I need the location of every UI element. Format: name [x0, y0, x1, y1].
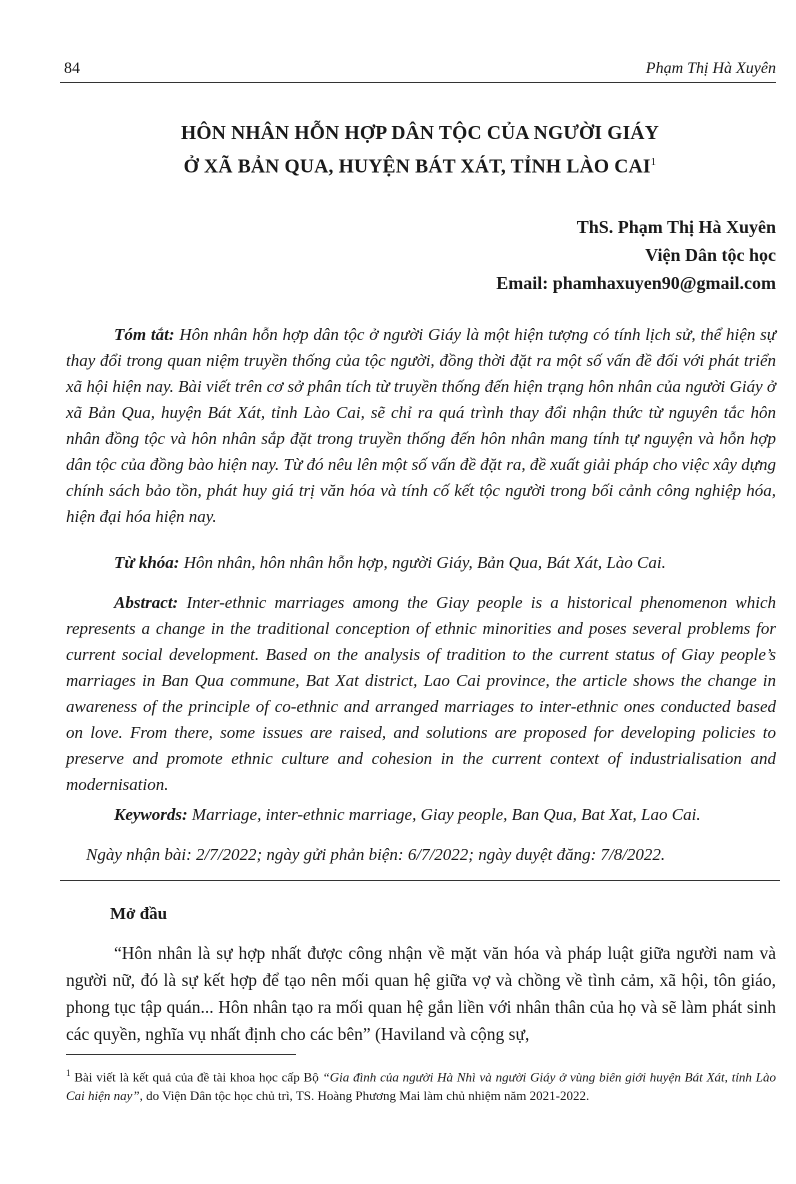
footnote-text-end: , do Viện Dân tộc học chủ trì, TS. Hoàng Phương Mai làm chủ nhiệm năm 2021-2022.	[139, 1088, 590, 1104]
footnote-text-start: Bài viết là kết quả của đề tài khoa học cấp Bộ	[74, 1069, 323, 1085]
author-email: Email: phamhaxuyen90@gmail.com	[496, 273, 776, 293]
summary-vi-label: Tóm tắt:	[114, 325, 175, 344]
title-line-2	[60, 148, 780, 182]
footnote-rule	[66, 1054, 296, 1055]
keywords-vi	[66, 550, 776, 576]
summary-vi	[66, 322, 776, 530]
title-footnote-mark: 1	[650, 156, 657, 168]
abstract-en	[66, 590, 776, 798]
page-number: 84	[64, 60, 80, 77]
section-separator	[60, 880, 780, 881]
header-rule	[60, 82, 776, 83]
author-block	[496, 213, 776, 297]
intro-paragraph: “Hôn nhân là sự hợp nhất được công nhận về mặt văn hóa và pháp luật giữa người nam và người nữ, đó là sự kết hợp để tạo nên mối quan hệ giữa vợ và chồng về tình cảm, xã hội, tôn giáo, phong tục tập quán... Hôn nhân tạo ra mối quan hệ gắn liền với nhân thân của họ và sẽ làm phát sinh các quyền, nghĩa vụ nhất định cho các bên” (Haviland và cộng sự,	[66, 943, 776, 1044]
footnote-mark: 1	[66, 1068, 71, 1078]
footnote	[66, 1064, 776, 1105]
keywords-en	[66, 802, 776, 828]
keywords-vi-label: Từ khóa:	[114, 553, 180, 572]
abstract-en-label: Abstract:	[114, 593, 179, 612]
keywords-vi-text: Hôn nhân, hôn nhân hỗn hợp, người Giáy, Bản Qua, Bát Xát, Lào Cai.	[183, 553, 666, 572]
title-line-2-text: Ở XÃ BẢN QUA, HUYỆN BÁT XÁT, TỈNH LÀO CAI	[183, 156, 651, 178]
author-name: ThS. Phạm Thị Hà Xuyên	[576, 217, 776, 237]
summary-vi-text: Hôn nhân hỗn hợp dân tộc ở người Giáy là một hiện tượng có tính lịch sử, thể hiện sự thay đổi trong quan niệm truyền thống của tộc người, đồng thời đặt ra một số vấn đề đối với phát triển xã hội hiện nay. Bài viết trên cơ sở phân tích từ truyền thống đến hiện trạng hôn nhân của người Giáy ở xã Bản Qua, huyện Bát Xát, tỉnh Lào Cai, sẽ chỉ ra quá trình thay đổi nhận thức từ nguyên tắc hôn nhân đồng tộc và hôn nhân sắp đặt trong truyền thống đến hôn nhân mang tính tự nguyện và hỗn hợp dân tộc của đồng bào hiện nay. Từ đó nêu lên một số vấn đề đặt ra, đề xuất giải pháp cho việc xây dựng chính sách bảo tồn, phát huy giá trị văn hóa và tính cố kết tộc người trong bối cảnh công nghiệp hóa, hiện đại hóa hiện nay.	[66, 325, 777, 526]
title-line-1: HÔN NHÂN HỖN HỢP DÂN TỘC CỦA NGƯỜI GIÁY	[181, 123, 659, 144]
running-head: Phạm Thị Hà Xuyên	[645, 60, 776, 77]
page-header	[60, 54, 776, 80]
keywords-en-text: Marriage, inter-ethnic marriage, Giay people, Ban Qua, Bat Xat, Lao Cai.	[191, 805, 701, 824]
author-affiliation: Viện Dân tộc học	[645, 245, 776, 265]
abstract-en-text: Inter-ethnic marriages among the Giay people is a historical phenomenon which represents a change in the traditional conception of ethnic minorities and poses several problems for current social development. Based on the analysis of tradition to the current status of Giay people’s marriages in Ban Qua commune, Bat Xat district, Lao Cai province, the article shows the change in awareness of the principle of co-ethnic and arranged marriages to inter-ethnic ones conducted based on love. From there, some issues are raised, and solutions are proposed for developing policies to preserve and promote ethnic culture and cohesion in the current context of industrialisation and modernisation.	[66, 593, 777, 794]
keywords-en-label: Keywords:	[114, 805, 188, 824]
submission-dates: Ngày nhận bài: 2/7/2022; ngày gửi phản biện: 6/7/2022; ngày duyệt đăng: 7/8/2022.	[86, 845, 666, 864]
section-heading: Mở đầu	[110, 904, 168, 923]
article-title	[60, 120, 780, 182]
footnote-text-italic: “Gia đình của người Hà Nhì và người Giáy ở vùng biên giới huyện Bát Xát, tỉnh Lào Cai hiện nay”	[66, 1069, 776, 1104]
